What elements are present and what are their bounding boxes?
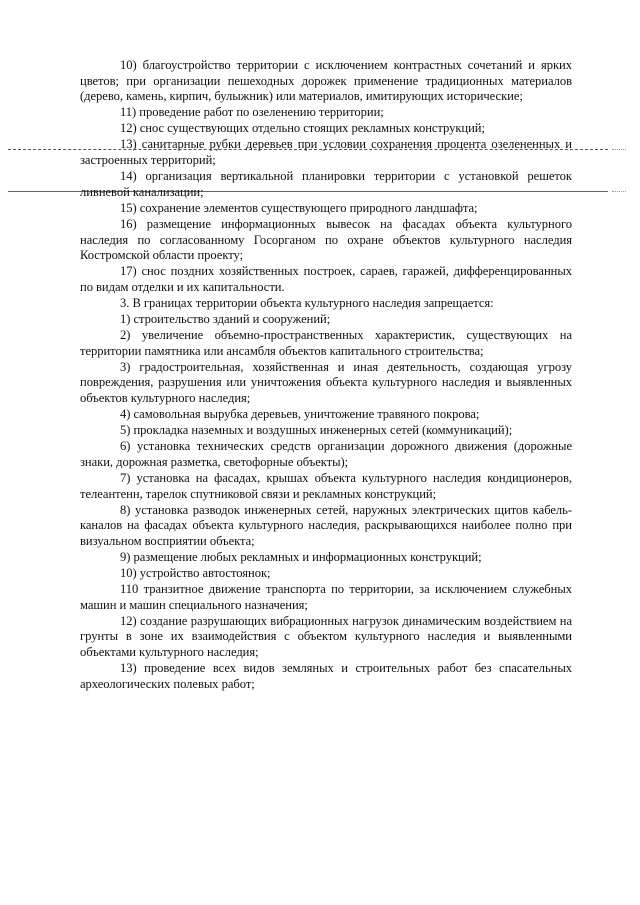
paragraph: 1) строительство зданий и сооружений; xyxy=(120,312,331,326)
paragraph: 9) размещение любых рекламных и информационных конструкций; xyxy=(120,549,482,564)
scan-mark-artifact xyxy=(612,191,626,192)
paragraph: 16) размещение информационных вывесок на фасадах объекта культурного наследия по согласованному Госорганом по охране объектов культурного наследия Костромской области проекту; xyxy=(80,216,572,263)
paragraph: 6) установка технических средств организации дорожного движения (дорожные знаки, дорожная разметка, светофорные объекты); xyxy=(80,439,572,469)
paragraph: 4) самовольная вырубка деревьев, уничтожение травяного покрова; xyxy=(120,407,480,422)
paragraph: 3) градостроительная, хозяйственная и иная деятельность, создающая угрозу повреждения, разрушения или уничтожения объекта культурного наследия и выявленных объектов культурного наследия; xyxy=(80,359,572,405)
paragraph: 7) установка на фасадах, крышах объекта культурного наследия кондиционеров, телеантенн, тарелок спутниковой связи и рекламных конструкций; xyxy=(80,470,572,501)
paragraph: 2) увеличение объемно-пространственных характеристик, существующих на территории памятника или ансамбля объектов капитального строительства; xyxy=(80,328,572,358)
paragraph: 15) сохранение элементов существующего природного ландшафта; xyxy=(120,200,478,215)
paragraph: 17) снос поздних хозяйственных построек, сараев, гаражей, дифференцированных по видам отделки и их капитальности. xyxy=(80,264,572,294)
paragraph: 12) снос существующих отдельно стоящих рекламных конструкций; xyxy=(120,121,485,136)
document-body xyxy=(80,58,572,693)
paragraph: 11) проведение работ по озеленению территории; xyxy=(120,105,384,120)
paragraph: 12) создание разрушающих вибрационных нагрузок динамическим воздействием на грунты в зоне их взаимодействия с объектом культурного наследия и выявленными объектами культурного наследия; xyxy=(80,613,572,659)
paragraph: 10) устройство автостоянок; xyxy=(120,566,271,580)
paragraph: 8) установка разводок инженерных сетей, наружных электрических щитов кабель-каналов на фасадах объекта культурного наследия, раскрывающихся наиболее полно при визуальном восприятии объекта; xyxy=(80,502,572,548)
scan-mark-artifact xyxy=(612,149,626,150)
paragraph: 13) проведение всех видов земляных и строительных работ без спасательных археологических полевых работ; xyxy=(80,661,572,691)
paragraph: 5) прокладка наземных и воздушных инженерных сетей (коммуникаций); xyxy=(120,423,513,438)
paragraph: 14) организация вертикальной планировки территории с установкой решеток ливневой канализации; xyxy=(80,169,572,199)
paragraph: 10) благоустройство территории с исключением контрастных сочетаний и ярких цветов; при организации пешеходных дорожек применение традиционных материалов (дерево, камень, кирпич, булыжник) или материалов, имитирующих исторические; xyxy=(80,58,572,104)
section-heading: 3. В границах территории объекта культурного наследия запрещается: xyxy=(120,295,494,310)
paragraph: 110 транзитное движение транспорта по территории, за исключением служебных машин и машин специального назначения; xyxy=(80,582,572,612)
paragraph: 13) санитарные рубки деревьев при условии сохранения процента озелененных и застроенных территорий; xyxy=(80,137,572,168)
